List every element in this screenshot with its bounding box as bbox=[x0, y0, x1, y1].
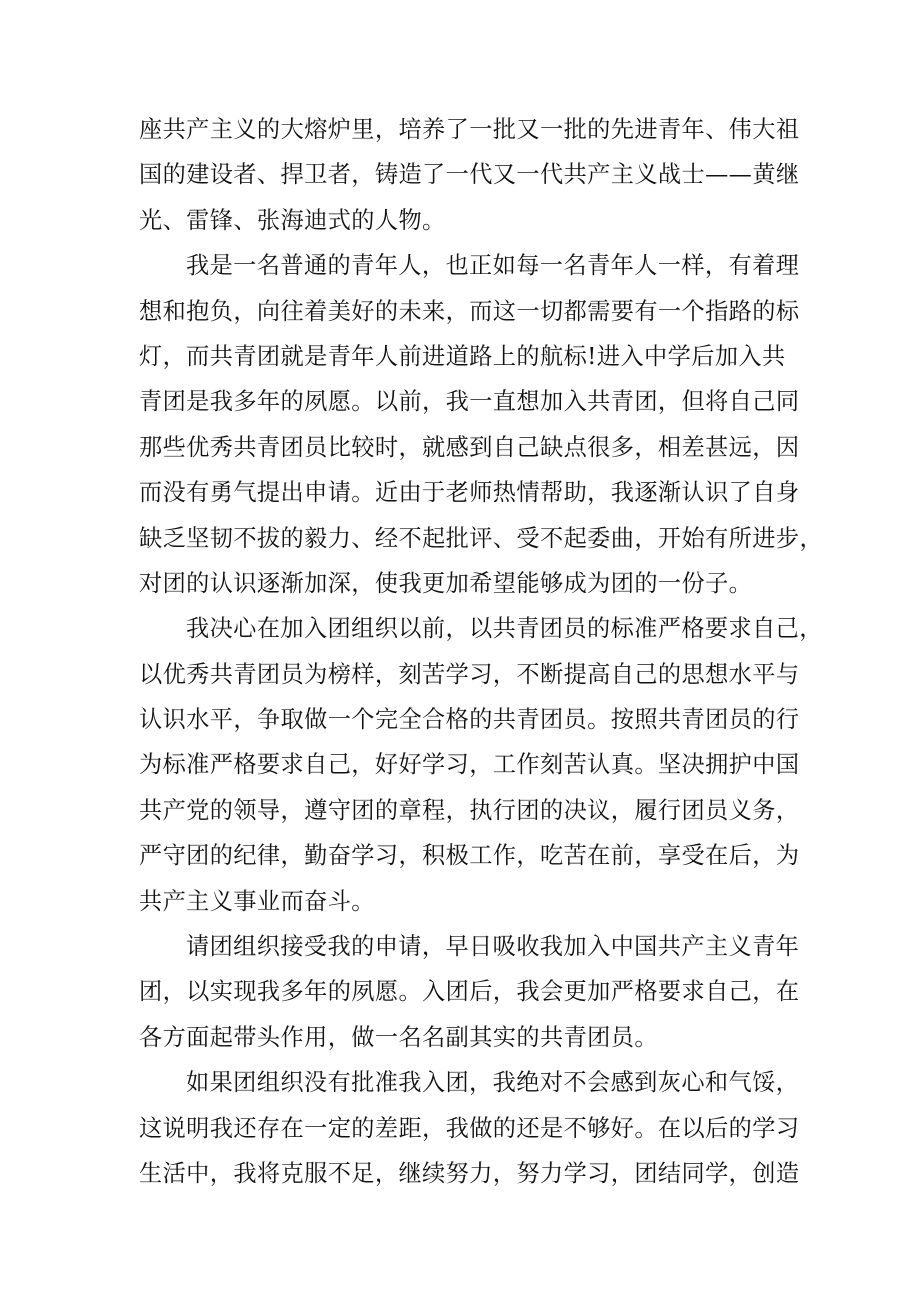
text-line: 这说明我还存在一定的差距，我做的还是不够好。在以后的学习 bbox=[139, 1114, 800, 1142]
text-line: 座共产主义的大熔炉里，培养了一批又一批的先进青年、伟大祖 bbox=[139, 116, 800, 143]
text-line: 青团是我多年的夙愿。以前，我一直想加入共青团，但将自己同 bbox=[139, 388, 800, 416]
text-line: 共产主义事业而奋斗。 bbox=[139, 887, 375, 915]
text-line: 严守团的纪律，勤奋学习，积极工作，吃苦在前，享受在后，为 bbox=[139, 842, 800, 870]
paragraph-2 bbox=[139, 243, 824, 606]
text-line: 国的建设者、捍卫者，铸造了一代又一代共产主义战士——黄继 bbox=[139, 161, 800, 189]
text-line: 我决心在加入团组织以前，以共青团员的标准严格要求自己， bbox=[186, 615, 823, 643]
text-line: 以优秀共青团员为榜样，刻苦学习，不断提高自己的思想水平与 bbox=[139, 660, 800, 688]
text-line: 缺乏坚韧不拔的毅力、经不起批评、受不起委曲，开始有所进步， bbox=[139, 524, 824, 552]
text-line: 认识水平，争取做一个完全合格的共青团员。按照共青团员的行 bbox=[139, 706, 800, 734]
text-line: 团，以实现我多年的夙愿。入团后，我会更加严格要求自己，在 bbox=[139, 978, 800, 1006]
text-line: 生活中，我将克服不足，继续努力，努力学习，团结同学，创造 bbox=[139, 1159, 800, 1187]
text-line: 请团组织接受我的申请，早日吸收我加入中国共产主义青年 bbox=[186, 933, 800, 961]
text-line: 那些优秀共青团员比较时，就感到自己缺点很多，相差甚远，因 bbox=[139, 433, 800, 461]
text-line: 想和抱负，向往着美好的未来，而这一切都需要有一个指路的标 bbox=[139, 297, 800, 325]
document-body bbox=[139, 107, 824, 1196]
text-line: 而没有勇气提出申请。近由于老师热情帮助，我逐渐认识了自身 bbox=[139, 479, 800, 507]
text-line: 我是一名普通的青年人，也正如每一名青年人一样，有着理 bbox=[186, 252, 800, 280]
text-line: 光、雷锋、张海迪式的人物。 bbox=[139, 206, 446, 234]
paragraph-3 bbox=[139, 606, 823, 924]
text-line: 灯，而共青团就是青年人前进道路上的航标!进入中学后加入共 bbox=[139, 342, 786, 370]
text-line: 对团的认识逐渐加深，使我更加希望能够成为团的一份子。 bbox=[139, 569, 753, 597]
text-line: 共产党的领导，遵守团的章程，执行团的决议，履行团员义务， bbox=[139, 796, 800, 824]
text-line: 如果团组织没有批准我入团，我绝对不会感到灰心和气馁， bbox=[186, 1069, 800, 1097]
paragraph-4 bbox=[139, 924, 800, 1060]
text-line: 各方面起带头作用，做一名名副其实的共青团员。 bbox=[139, 1023, 658, 1051]
text-line: 为标准严格要求自己，好好学习，工作刻苦认真。坚决拥护中国 bbox=[139, 751, 800, 779]
paragraph-1 bbox=[139, 107, 800, 243]
paragraph-5 bbox=[139, 1060, 800, 1196]
